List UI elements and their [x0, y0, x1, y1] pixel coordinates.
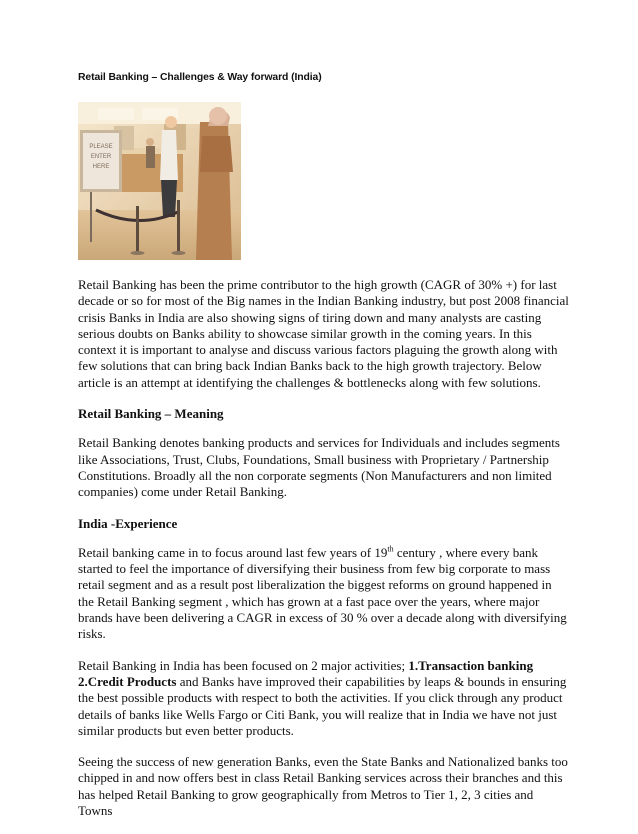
- india-paragraph-2: Retail Banking in India has been focused on 2 major activities; 1.Transaction banking 2.Credit Products and Banks have improved their capabilities by leaps & bounds in ensuring the best possible products with respect to both the activities. If you click through any product details of banks like Wells Fargo or Citi Bank, you will realize that in India we have not just similar products but even better products.: [78, 657, 567, 738]
- document-title: Retail Banking – Challenges & Way forward (India): [78, 72, 322, 83]
- meaning-paragraph: Retail Banking denotes banking products and services for Individuals and includes segments like Associations, Trust, Clubs, Foundations, Small business with Proprietary / Partnership Constitutions. Broadly all the non corporate segments (Non Manufacturers and non limited companies) come under Retail Banking.: [78, 435, 560, 500]
- photo-illustration: [78, 102, 241, 260]
- svg-text:PLEASE: PLEASE: [89, 144, 113, 150]
- svg-text:ENTER: ENTER: [90, 154, 112, 160]
- india-paragraph-1: Retail banking came in to focus around last few years of 19th century , where every bank started to feel the importance of diversifying their business from few big corporate to mass retail segment and as a result post liberalization the biggest reforms on ground happened in the Retail Banking segment , which has grown at a fast pace over the years, where major brands have been delivering a CAGR in excess of 30 % over a decade along with diversifying risks.: [78, 544, 567, 642]
- retail-banking-photo: [78, 102, 241, 260]
- svg-text:HERE: HERE: [92, 164, 110, 170]
- article-body: [78, 277, 570, 834]
- sign-text: [89, 144, 112, 170]
- intro-paragraph: Retail Banking has been the prime contributor to the high growth (CAGR of 30% +) for last decade or so for most of the Big names in the Indian Banking industry, but post 2008 financial crisis Banks in India are also showing signs of tiring down and many analysts are casting serious doubts on Banks ability to showcase similar growth in the coming years. In this context it is important to analyse and discuss various factors plaguing the growth along with few solutions that can bring back Indian Banks back to the high growth trajectory. Below article is an attempt at identifying the challenges & bottlenecks along with few solutions.: [78, 277, 569, 390]
- section-heading-meaning: Retail Banking – Meaning: [78, 406, 224, 422]
- section-heading-india: India -Experience: [78, 515, 178, 531]
- india-paragraph-3: Seeing the success of new generation Banks, even the State Banks and Nationalized banks too chipped in and now offers best in class Retail Banking services across their branches and this has helped Retail Banking to grow geographically from Metros to Tier 1, 2, 3 cities and Towns: [78, 754, 568, 819]
